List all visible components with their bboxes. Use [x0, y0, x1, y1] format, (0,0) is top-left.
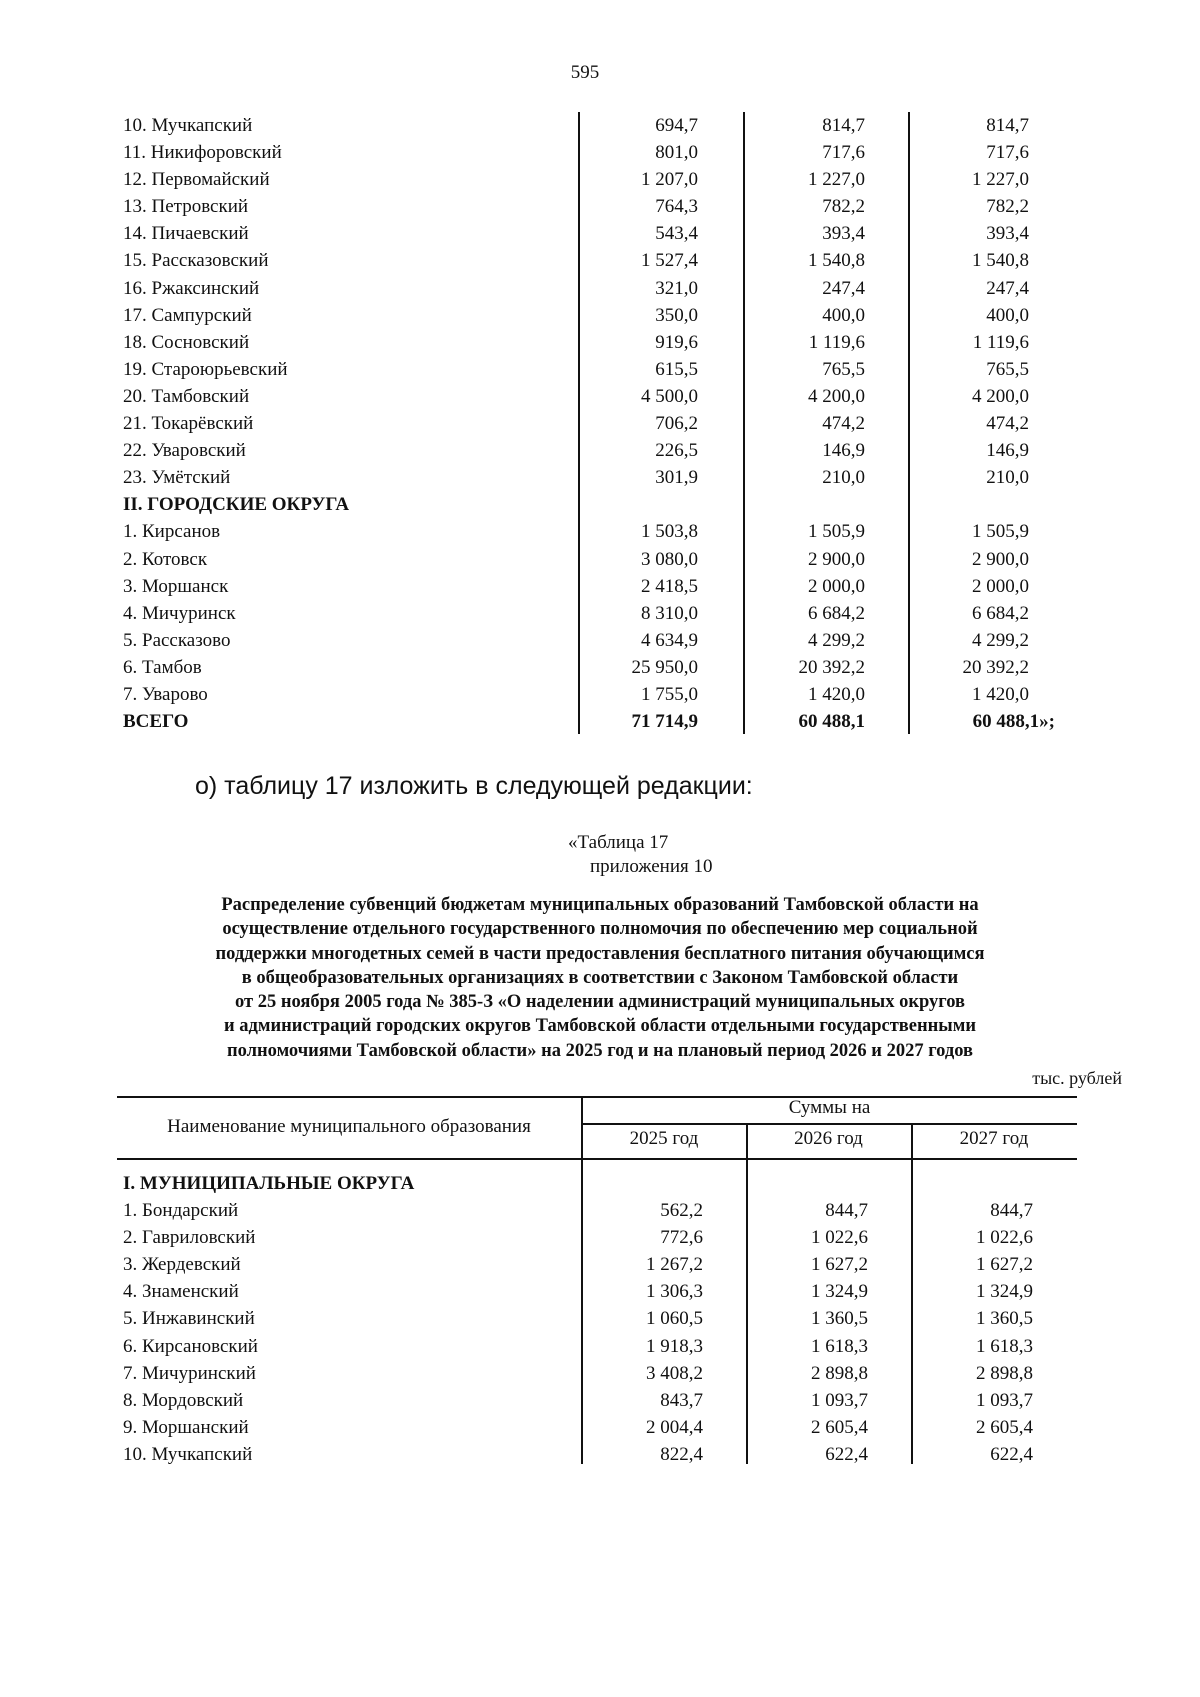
value-2025: 301,9 — [655, 467, 698, 489]
row-name: ВСЕГО — [123, 711, 189, 733]
value-2025: 615,5 — [655, 358, 698, 380]
value-2025: 8 310,0 — [641, 602, 698, 624]
table-row — [123, 491, 1083, 518]
row-name: II. ГОРОДСКИЕ ОКРУГА — [123, 494, 350, 516]
header-year-2027: 2027 год — [959, 1128, 1029, 1149]
title-line: осуществление отдельного государственного полномочия по обеспечению мер социальной — [222, 919, 978, 940]
value-2025: 3 080,0 — [641, 548, 698, 570]
value-2025: 1 527,4 — [641, 250, 698, 272]
value-2026: 1 360,5 — [811, 1308, 868, 1330]
value-2026: 1 022,6 — [811, 1227, 868, 1249]
header-year-2025: 2025 год — [629, 1128, 699, 1149]
table-row — [123, 708, 1083, 735]
row-name: 19. Староюрьевский — [123, 358, 288, 380]
table-row — [123, 356, 1083, 383]
row-name: 6. Тамбов — [123, 656, 202, 678]
row-name: 14. Пичаевский — [123, 223, 249, 245]
title-line: полномочиями Тамбовской области» на 2025 год и на плановый период 2026 и 2027 годов — [226, 1040, 974, 1061]
value-2025: 1 755,0 — [641, 683, 698, 705]
title-line: от 25 ноября 2005 года № 385-З «О наделении администраций муниципальных округов — [234, 992, 966, 1013]
value-2027: 2 898,8 — [976, 1362, 1033, 1384]
value-2027: 20 392,2 — [962, 656, 1029, 678]
value-2027: 1 618,3 — [976, 1335, 1033, 1357]
value-2025: 1 306,3 — [646, 1281, 703, 1303]
table-row — [123, 329, 1083, 356]
table-caption-line1: «Таблица 17 — [568, 832, 669, 853]
value-2026: 1 420,0 — [808, 683, 865, 705]
table-row — [123, 383, 1083, 410]
row-name: 2. Гавриловский — [123, 1227, 256, 1249]
value-2027: 2 000,0 — [972, 575, 1029, 597]
title-line: Распределение субвенций бюджетам муниципальных образований Тамбовской области на — [221, 895, 979, 915]
value-2025: 226,5 — [655, 440, 698, 462]
table-row — [123, 546, 1083, 573]
table-row — [123, 1360, 1083, 1387]
value-2027: 1 420,0 — [972, 683, 1029, 705]
value-2026: 1 540,8 — [808, 250, 865, 272]
row-name: 4. Мичуринск — [123, 602, 236, 624]
row-name: 7. Уварово — [123, 683, 208, 705]
value-2026: 1 227,0 — [808, 169, 865, 191]
value-2026: 60 488,1 — [798, 711, 865, 733]
table-row — [123, 464, 1083, 491]
row-name: 23. Умётский — [123, 467, 231, 489]
table-row — [123, 1251, 1083, 1278]
value-2026: 782,2 — [822, 196, 865, 218]
value-2027: 2 605,4 — [976, 1416, 1033, 1438]
value-2026: 1 627,2 — [811, 1254, 868, 1276]
value-2027: 1 227,0 — [972, 169, 1029, 191]
row-name: I. МУНИЦИПАЛЬНЫЕ ОКРУГА — [123, 1173, 415, 1194]
table-row — [123, 139, 1083, 166]
column-divider — [578, 112, 580, 734]
value-2027: 4 200,0 — [972, 385, 1029, 407]
row-name: 2. Котовск — [123, 548, 208, 570]
value-2026: 4 299,2 — [808, 629, 865, 651]
value-2025: 2 004,4 — [646, 1416, 703, 1438]
row-name: 15. Рассказовский — [123, 250, 269, 272]
units-label: тыс. рублей — [1032, 1068, 1122, 1088]
value-2027: 1 119,6 — [972, 331, 1029, 353]
value-2025: 71 714,9 — [631, 711, 698, 733]
value-2027: 1 627,2 — [976, 1254, 1033, 1276]
value-2027: 210,0 — [986, 467, 1029, 489]
value-2025: 543,4 — [655, 223, 698, 245]
value-2025: 1 060,5 — [646, 1308, 703, 1330]
value-2025: 3 408,2 — [646, 1362, 703, 1384]
value-2025: 843,7 — [660, 1389, 703, 1411]
table-row — [123, 1170, 1083, 1197]
column-divider — [743, 112, 745, 734]
value-2026: 146,9 — [822, 440, 865, 462]
value-2025: 1 918,3 — [646, 1335, 703, 1357]
value-2026: 247,4 — [822, 277, 865, 299]
table-row — [123, 1387, 1083, 1414]
row-name: 11. Никифоровский — [123, 142, 282, 164]
value-2025: 801,0 — [655, 142, 698, 164]
previous-table-continuation — [123, 112, 1083, 735]
row-name: 10. Мучкапский — [123, 115, 253, 136]
value-2026: 210,0 — [822, 467, 865, 489]
value-2027: 1 540,8 — [972, 250, 1029, 272]
row-name: 20. Тамбовский — [123, 385, 250, 407]
table-row — [123, 1305, 1083, 1332]
value-2026: 400,0 — [822, 304, 865, 326]
value-2025: 764,3 — [655, 196, 698, 218]
row-name: 7. Мичуринский — [123, 1362, 256, 1384]
table-row — [123, 302, 1083, 329]
value-2027: 765,5 — [986, 358, 1029, 380]
row-name: 16. Ржаксинский — [123, 277, 260, 299]
value-2027: 6 684,2 — [972, 602, 1029, 624]
row-name: 22. Уваровский — [123, 440, 246, 462]
value-2027: 814,7 — [986, 115, 1029, 136]
value-2027: 2 900,0 — [972, 548, 1029, 570]
value-2027: 247,4 — [986, 277, 1029, 299]
row-name: 3. Жердевский — [123, 1254, 241, 1276]
value-2027: 4 299,2 — [972, 629, 1029, 651]
value-2025: 1 207,0 — [641, 169, 698, 191]
title-line: поддержки многодетных семей в части предоставления бесплатного питания обучающимся — [215, 943, 985, 964]
row-name: 3. Моршанск — [123, 575, 229, 597]
row-name: 1. Бондарский — [123, 1200, 239, 1222]
value-2027: 1 324,9 — [976, 1281, 1033, 1303]
value-2027: 844,7 — [990, 1200, 1033, 1222]
value-2026: 1 093,7 — [811, 1389, 868, 1411]
table-row — [123, 1278, 1083, 1305]
row-name: 4. Знаменский — [123, 1281, 239, 1303]
table-caption-line2: приложения 10 — [590, 856, 713, 877]
header-sums: Суммы на — [788, 1097, 871, 1118]
column-divider — [908, 112, 910, 734]
value-2025: 694,7 — [655, 115, 698, 136]
table-title — [100, 893, 1100, 1063]
row-name: 6. Кирсановский — [123, 1335, 258, 1357]
value-2027: 782,2 — [986, 196, 1029, 218]
value-2027: 622,4 — [990, 1443, 1033, 1465]
value-2025: 321,0 — [655, 277, 698, 299]
table-row — [123, 654, 1083, 681]
row-name: 13. Петровский — [123, 196, 249, 218]
table-row — [123, 247, 1083, 274]
value-2027: 474,2 — [986, 413, 1029, 435]
title-line: в общеобразовательных организациях в соответствии с Законом Тамбовской области — [241, 967, 959, 988]
title-line: и администраций городских округов Тамбовской области отдельными государственными — [223, 1016, 977, 1037]
value-2026: 844,7 — [825, 1200, 868, 1222]
value-2027: 1 022,6 — [976, 1227, 1033, 1249]
value-2027: 146,9 — [986, 440, 1029, 462]
value-2025: 4 634,9 — [641, 629, 698, 651]
value-2025: 350,0 — [655, 304, 698, 326]
table-row — [123, 437, 1083, 464]
row-name: 21. Токарёвский — [123, 413, 254, 435]
value-2026: 2 000,0 — [808, 575, 865, 597]
value-2026: 1 324,9 — [811, 1281, 868, 1303]
value-2026: 6 684,2 — [808, 602, 865, 624]
value-2025: 2 418,5 — [641, 575, 698, 597]
value-2026: 814,7 — [822, 115, 865, 136]
value-2025: 1 503,8 — [641, 521, 698, 543]
row-name: 5. Рассказово — [123, 629, 231, 651]
value-2026: 2 605,4 — [811, 1416, 868, 1438]
value-2025: 706,2 — [655, 413, 698, 435]
value-2026: 1 505,9 — [808, 521, 865, 543]
value-2027: 393,4 — [986, 223, 1029, 245]
value-2025: 822,4 — [660, 1443, 703, 1465]
table-row — [123, 1414, 1083, 1441]
row-name: 9. Моршанский — [123, 1416, 249, 1438]
value-2026: 474,2 — [822, 413, 865, 435]
value-2026: 2 898,8 — [811, 1362, 868, 1384]
table-row — [123, 1197, 1083, 1224]
value-2026: 20 392,2 — [798, 656, 865, 678]
header-divider — [582, 1123, 1077, 1125]
table-row — [123, 112, 1083, 139]
value-2026: 717,6 — [822, 142, 865, 164]
value-2026: 622,4 — [825, 1443, 868, 1465]
table-row — [123, 166, 1083, 193]
value-2027: 1 360,5 — [976, 1308, 1033, 1330]
header-name-column: Наименование муниципального образования — [167, 1116, 531, 1137]
page-number: 595 — [570, 62, 600, 83]
value-2027: 1 505,9 — [972, 521, 1029, 543]
row-name: 12. Первомайский — [123, 169, 270, 191]
table-row — [123, 275, 1083, 302]
table-row — [123, 1224, 1083, 1251]
table-row — [123, 573, 1083, 600]
value-2025: 562,2 — [660, 1200, 703, 1222]
value-2027: 1 093,7 — [976, 1389, 1033, 1411]
value-2027: 400,0 — [986, 304, 1029, 326]
table-row — [123, 410, 1083, 437]
table-row — [123, 193, 1083, 220]
table-row — [123, 627, 1083, 654]
value-2026: 1 618,3 — [811, 1335, 868, 1357]
row-name: 1. Кирсанов — [123, 521, 221, 543]
value-2025: 1 267,2 — [646, 1254, 703, 1276]
value-2027: 60 488,1»; — [972, 711, 1055, 733]
row-name: 10. Мучкапский — [123, 1443, 253, 1465]
table-row — [123, 600, 1083, 627]
header-bottom-border — [117, 1158, 1077, 1160]
table-row — [123, 1441, 1083, 1468]
table-row — [123, 518, 1083, 545]
value-2025: 25 950,0 — [631, 656, 698, 678]
table-17-body — [123, 1170, 1083, 1468]
row-name: 18. Сосновский — [123, 331, 250, 353]
table-row — [123, 220, 1083, 247]
row-name: 8. Мордовский — [123, 1389, 244, 1411]
value-2025: 772,6 — [660, 1227, 703, 1249]
value-2026: 4 200,0 — [808, 385, 865, 407]
value-2025: 4 500,0 — [641, 385, 698, 407]
value-2027: 717,6 — [986, 142, 1029, 164]
table-row — [123, 1333, 1083, 1360]
value-2026: 2 900,0 — [808, 548, 865, 570]
amendment-instruction: о) таблицу 17 изложить в следующей редакции: — [195, 772, 753, 800]
value-2026: 765,5 — [822, 358, 865, 380]
row-name: 5. Инжавинский — [123, 1308, 255, 1330]
row-name: 17. Сампурский — [123, 304, 252, 326]
value-2026: 393,4 — [822, 223, 865, 245]
header-year-2026: 2026 год — [794, 1128, 863, 1149]
value-2026: 1 119,6 — [808, 331, 865, 353]
value-2025: 919,6 — [655, 331, 698, 353]
table-row — [123, 681, 1083, 708]
